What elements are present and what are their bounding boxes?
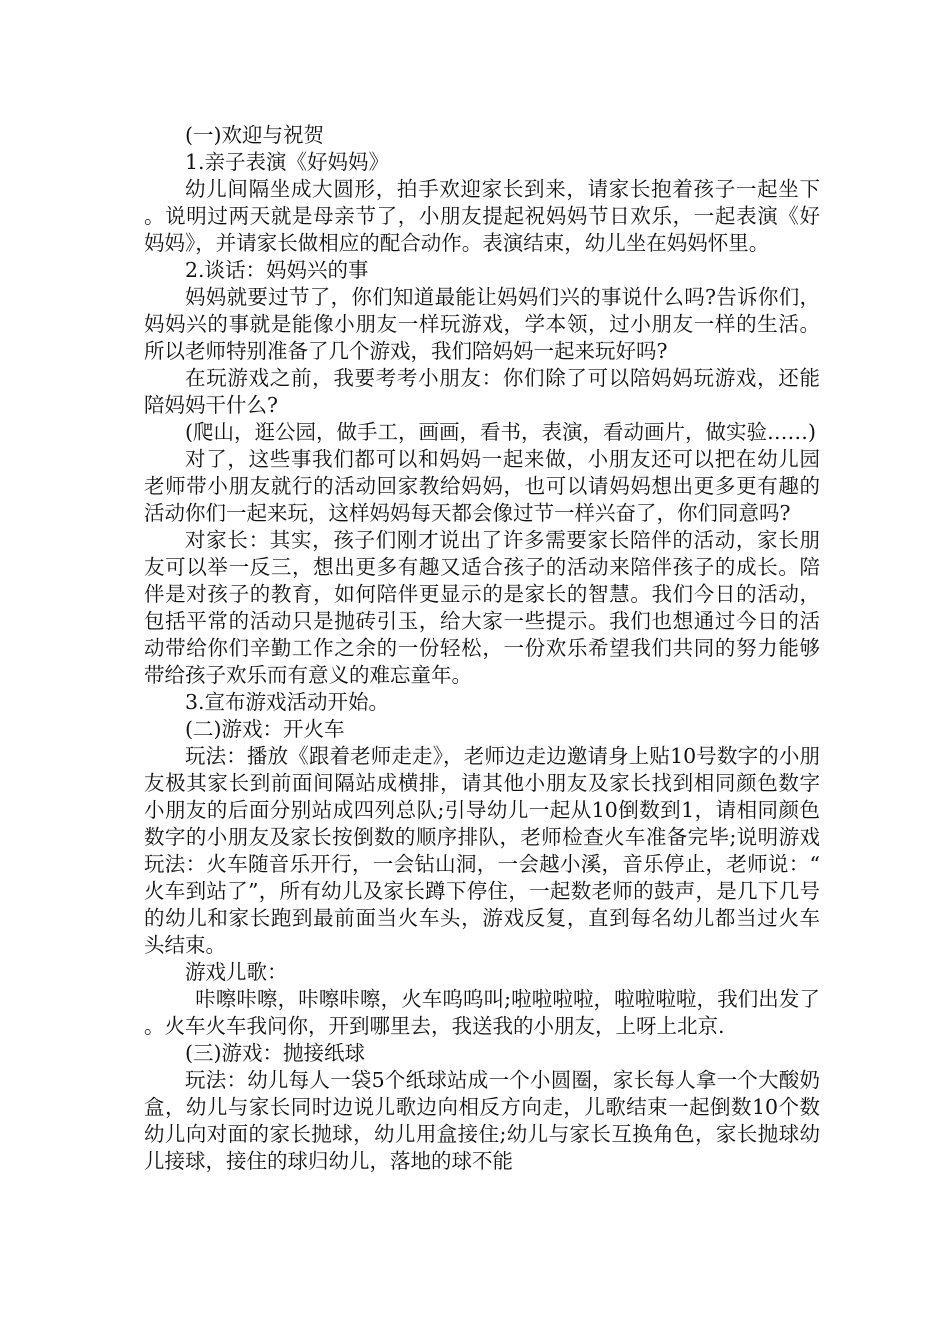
section-heading-train-game: (二)游戏：开火车 xyxy=(185,717,345,741)
paragraph-agreement: 对了，这些事我们都可以和妈妈一起来做，小朋友还可以把在幼儿园老师带小朋友就行的活动回家教给妈妈，也可以请妈妈想出更多更有趣的活动你们一起来玩，这样妈妈每天都会像过节一样兴奋了，你们同意吗? xyxy=(144,447,820,525)
paragraph-to-parents: 对家长：其实，孩子们刚才说出了许多需要家长陪伴的活动，家长朋友可以举一反三，想出更多有趣又适合孩子的活动来陪伴孩子的成长。陪伴是对孩子的教育，如何陪伴更显示的是家长的智慧。我们今日的活动，包括平常的活动只是抛砖引玉，给大家一些提示。我们也想通过今日的活动带给你们辛勤工作之余的一份轻松，一份欢乐希望我们共同的努力能够带给孩子欢乐而有意义的难忘童年。 xyxy=(144,528,820,687)
item-heading-parent-child-show: 1.亲子表演《好妈妈》 xyxy=(185,150,390,174)
paragraph-song-lyrics: 咔嚓咔嚓，咔嚓咔嚓，火车呜呜叫;啦啦啦啦，啦啦啦啦，我们出发了。火车火车我问你，开到哪里去，我送我的小朋友，上呀上北京. xyxy=(144,987,820,1038)
paragraph-ball-rules: 玩法：幼儿每人一袋5个纸球站成一个小圆圈，家长每人拿一个大酸奶盒，幼儿与家长同时边说儿歌边向相反方向走，儿歌结束一起倒数10个数幼儿向对面的家长抛球，幼儿用盒接住;幼儿与家长互换角色，家长抛球幼儿接球，接住的球归幼儿，落地的球不能 xyxy=(144,1068,820,1173)
paragraph-talk-intro: 妈妈就要过节了，你们知道最能让妈妈们兴的事说什么吗?告诉你们，妈妈兴的事就是能像小朋友一样玩游戏，学本领，过小朋友一样的生活。所以老师特别准备了几个游戏，我们陪妈妈一起来玩好吗? xyxy=(144,285,820,363)
paragraph-show-description: 幼儿间隔坐成大圆形，拍手欢迎家长到来，请家长抱着孩子一起坐下。说明过两天就是母亲节了，小朋友提起祝妈妈节日欢乐，一起表演《好妈妈》，并请家长做相应的配合动作。表演结束，幼儿坐在妈妈怀里。 xyxy=(144,177,820,255)
item-heading-start: 3.宣布游戏活动开始。 xyxy=(185,690,390,714)
paragraph-answers: (爬山，逛公园，做手工，画画，看书，表演，看动画片，做实验……) xyxy=(185,420,816,444)
paragraph-question: 在玩游戏之前，我要考考小朋友：你们除了可以陪妈妈玩游戏，还能陪妈妈干什么? xyxy=(144,366,820,417)
section-heading-ball-game: (三)游戏：抛接纸球 xyxy=(185,1041,365,1065)
section-heading-welcome: (一)欢迎与祝贺 xyxy=(185,123,324,147)
item-heading-talk: 2.谈话：妈妈兴的事 xyxy=(185,258,369,282)
paragraph-train-rules: 玩法：播放《跟着老师走走》，老师边走边邀请身上贴10号数字的小朋友极其家长到前面间隔站成横排，请其他小朋友及家长找到相同颜色数字小朋友的后面分别站成四列总队;引导幼儿一起从10倒数到1，请相同颜色数字的小朋友及家长按倒数的顺序排队，老师检查火车准备完毕;说明游戏玩法：火车随音乐开行，一会钻山洞，一会越小溪，音乐停止，老师说：“火车到站了”，所有幼儿及家长蹲下停住，一起数老师的鼓声，是几下几号的幼儿和家长跑到最前面当火车头，游戏反复，直到每名幼儿都当过火车头结束。 xyxy=(144,744,820,957)
document-body xyxy=(144,122,820,1175)
paragraph-song-heading: 游戏儿歌： xyxy=(185,960,288,984)
